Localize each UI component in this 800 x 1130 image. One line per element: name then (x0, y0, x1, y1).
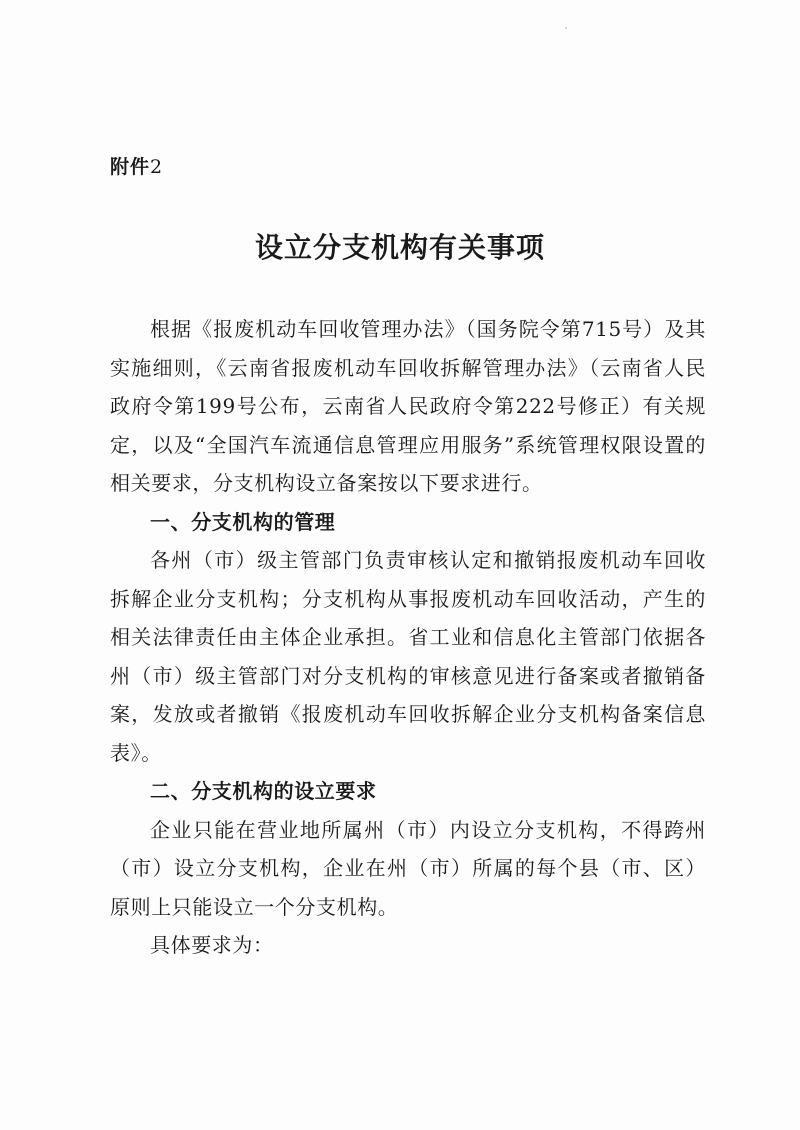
attachment-number: 2 (150, 156, 164, 178)
scan-speck (565, 27, 567, 29)
requirements-intro: 具体要求为： (150, 933, 274, 957)
intro-paragraph: 根据《报废机动车回收管理办法》（国务院令第715号）及其实施细则，《云南省报废机动车回收拆解管理办法》（云南省人民政府令第199号公布，云南省人民政府令第222号修正）有关规定，以及“全国汽车流通信息管理应用服务”系统管理权限设置的相关要求，分支机构设立备案按以下要求进行。 (110, 317, 706, 495)
attachment-word: 附件 (110, 156, 151, 178)
document-title: 设立分支机构有关事项 (254, 231, 545, 264)
attachment-label (110, 152, 163, 179)
section-2-heading: 二、分支机构的设立要求 (150, 779, 377, 803)
section-1-heading: 一、分支机构的管理 (150, 509, 336, 534)
section-2-paragraph: 企业只能在营业地所属州（市）内设立分支机构，不得跨州（市）设立分支机构，企业在州（市）所属的每个县（市、区）原则上只能设立一个分支机构。 (110, 817, 706, 919)
section-1-paragraph: 各州（市）级主管部门负责审核认定和撤销报废机动车回收拆解企业分支机构；分支机构从事报废机动车回收活动，产生的相关法律责任由主体企业承担。省工业和信息化主管部门依据各州（市）级主管部门对分支机构的审核意见进行备案或者撤销备案，发放或者撤销《报废机动车回收拆解企业分支机构备案信息表》。 (110, 548, 706, 765)
document-body (110, 310, 706, 965)
